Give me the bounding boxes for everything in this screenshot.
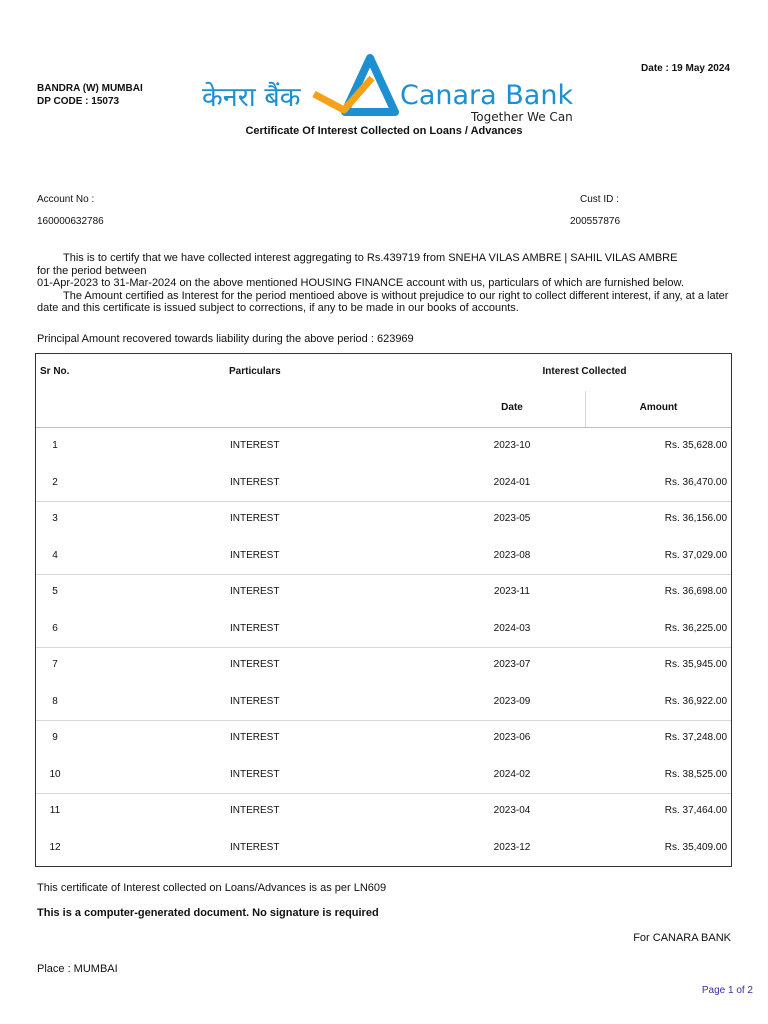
- body-line-1: This is to certify that we have collected interest aggregating to Rs.439719 from SNEHA VILAS AMBRE | SAHIL VILAS AMBRE: [63, 252, 678, 264]
- header-interest-collected: Interest Collected: [542, 366, 627, 377]
- cell-sr-no: 4: [52, 549, 58, 561]
- dp-code: DP CODE : 15073: [37, 96, 120, 107]
- cell-date: 2023-05: [493, 513, 531, 524]
- for-bank: For CANARA BANK: [633, 932, 731, 944]
- cell-sr-no: 3: [52, 513, 58, 524]
- cell-particulars: INTEREST: [230, 440, 280, 451]
- cell-date: 2023-10: [493, 440, 531, 451]
- cell-date: 2024-02: [493, 768, 531, 780]
- table-row: [36, 647, 731, 684]
- certificate-title: Certificate Of Interest Collected on Loans / Advances: [245, 125, 523, 137]
- cell-amount: Rs. 38,525.00: [664, 768, 727, 780]
- cell-amount: Rs. 35,409.00: [664, 841, 727, 853]
- cell-sr-no: 8: [52, 695, 58, 707]
- cell-date: 2023-12: [493, 841, 531, 853]
- cell-amount: Rs. 36,225.00: [664, 622, 727, 634]
- cell-sr-no: 1: [52, 440, 58, 451]
- body-line-2: for the period between: [37, 264, 147, 277]
- cell-date: 2023-06: [493, 732, 531, 743]
- page-number[interactable]: Page 1 of 2: [701, 985, 753, 996]
- table-row: [36, 611, 731, 648]
- cell-date: 2023-04: [493, 805, 531, 816]
- cell-sr-no: 6: [52, 622, 58, 634]
- cell-sr-no: 10: [49, 768, 61, 780]
- header-sr-no: Sr No.: [40, 366, 70, 377]
- table-row: [36, 757, 731, 794]
- cust-id-value: 200557876: [570, 216, 621, 227]
- cell-particulars: INTEREST: [230, 695, 280, 707]
- cell-date: 2023-08: [493, 549, 531, 561]
- cell-amount: Rs. 37,029.00: [664, 549, 727, 561]
- cell-particulars: INTEREST: [230, 805, 280, 816]
- canara-bank-logo: [200, 54, 585, 126]
- cell-date: 2024-03: [493, 622, 531, 634]
- cell-particulars: INTEREST: [230, 476, 280, 488]
- cell-amount: Rs. 35,945.00: [664, 659, 727, 670]
- table-row: [36, 465, 731, 502]
- cell-sr-no: 7: [52, 659, 58, 670]
- table-row: [36, 684, 731, 721]
- body-line-4: The Amount certified as Interest for the period mentioed above is without prejudice to our right to collect different interest, if any, at a later date and this certificate is issued subject to corrections, if any to be made in our books of accounts.: [37, 289, 729, 315]
- cell-amount: Rs. 36,698.00: [664, 586, 727, 597]
- cell-particulars: INTEREST: [230, 659, 280, 670]
- header-particulars: Particulars: [229, 366, 281, 377]
- logo-tagline: Together We Can: [471, 110, 573, 124]
- place: Place : MUMBAI: [37, 963, 118, 975]
- certificate-date: Date : 19 May 2024: [641, 63, 730, 74]
- cell-sr-no: 9: [52, 732, 58, 743]
- header-divider: [585, 391, 586, 428]
- cell-date: 2023-09: [493, 695, 531, 707]
- table-row: [36, 830, 731, 867]
- cell-particulars: INTEREST: [230, 622, 280, 634]
- table-row: [36, 720, 731, 757]
- cell-particulars: INTEREST: [230, 768, 280, 780]
- branch-name: BANDRA (W) MUMBAI: [37, 83, 143, 94]
- logo-triangle-icon: [314, 58, 395, 112]
- computer-generated-note: This is a computer-generated document. No signature is required: [37, 907, 379, 919]
- certificate-body: [37, 252, 737, 315]
- cell-amount: Rs. 35,628.00: [664, 440, 727, 451]
- account-no-label: Account No :: [37, 194, 95, 205]
- cell-date: 2024-01: [493, 476, 531, 488]
- branch-info: [37, 82, 143, 108]
- header-amount: Amount: [639, 402, 678, 413]
- principal-amount: Principal Amount recovered towards liability during the above period : 623969: [37, 333, 414, 345]
- table-row: [36, 574, 731, 611]
- cust-id-label: Cust ID :: [580, 194, 619, 205]
- table-row: [36, 501, 731, 538]
- cell-particulars: INTEREST: [230, 732, 280, 743]
- cell-particulars: INTEREST: [230, 841, 280, 853]
- cell-amount: Rs. 36,922.00: [664, 695, 727, 707]
- logo-bank-name: Canara Bank: [400, 80, 574, 111]
- header-date: Date: [501, 402, 523, 413]
- cell-particulars: INTEREST: [230, 513, 280, 524]
- cell-amount: Rs. 37,464.00: [664, 805, 727, 816]
- body-line-3: 01-Apr-2023 to 31-Mar-2024 on the above mentioned HOUSING FINANCE account with us, particulars of which are furnished below.: [37, 277, 684, 290]
- logo-hindi-text: केनरा बैंक: [202, 82, 301, 113]
- cell-particulars: INTEREST: [230, 549, 280, 561]
- cell-particulars: INTEREST: [230, 586, 280, 597]
- cell-date: 2023-07: [493, 659, 531, 670]
- ln-note: This certificate of Interest collected on Loans/Advances is as per LN609: [37, 882, 387, 894]
- table-row: [36, 793, 731, 830]
- table-row: [36, 538, 731, 575]
- cell-amount: Rs. 37,248.00: [664, 732, 727, 743]
- table-row: [36, 428, 731, 465]
- cell-sr-no: 5: [52, 586, 58, 597]
- cell-sr-no: 2: [52, 476, 58, 488]
- cell-sr-no: 12: [49, 841, 61, 853]
- cell-amount: Rs. 36,470.00: [664, 476, 727, 488]
- cell-amount: Rs. 36,156.00: [664, 513, 727, 524]
- cell-date: 2023-11: [494, 586, 530, 597]
- cell-sr-no: 11: [49, 805, 61, 816]
- interest-table: [35, 353, 732, 867]
- account-no-value: 160000632786: [37, 216, 104, 227]
